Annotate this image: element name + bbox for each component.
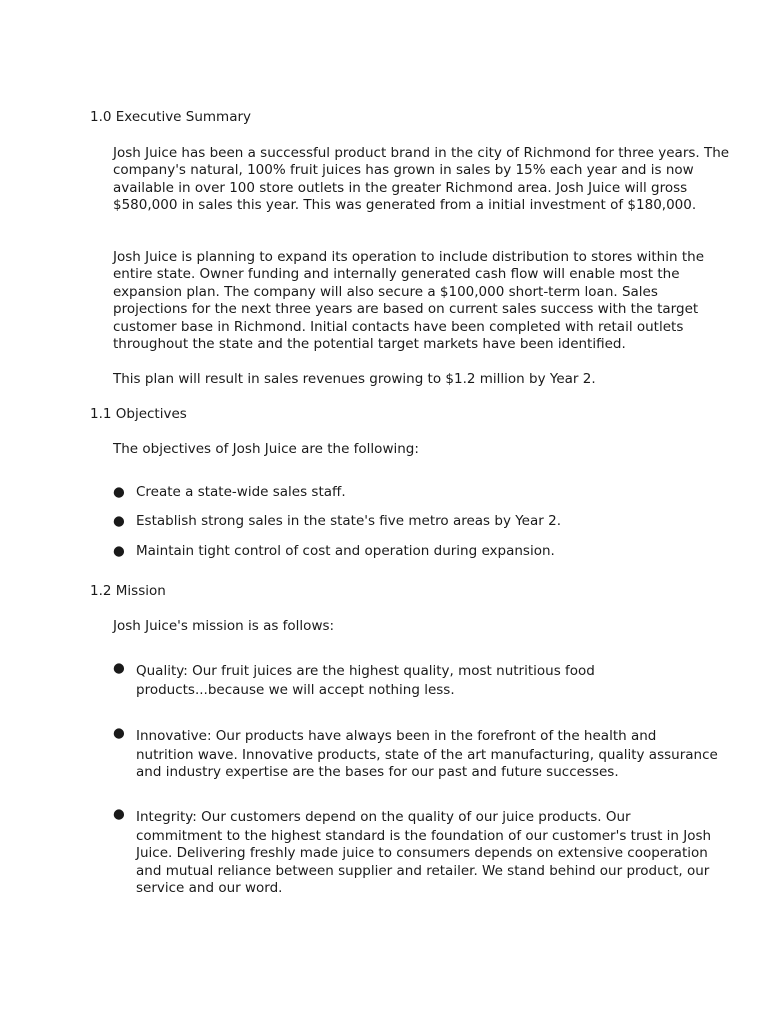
executive-summary-paragraph-2 [113,249,733,353]
bullet-rest: commitment to the highest standard is the foundation of our customer's trust in Josh Juice. Delivering freshly made juice to consumers depends on extensive cooperation and mutual reliance between supplier and retailer. We stand behind our product, our service and our word. [136,828,712,897]
bullet-first-line: Integrity: Our customers depend on the quality of our juice products. Our [136,809,631,825]
bullet-rest: nutrition wave. Innovative products, state of the art manufacturing, quality assurance and industry expertise are the bases for our past and future successes. [136,747,718,781]
bullet-icon: ● [113,513,125,529]
heading-mission: 1.2 Mission [90,583,166,599]
bullet-icon: ● [113,484,125,500]
bullet-first-line: Quality: Our fruit juices are the highest quality, most nutritious food [136,663,595,679]
bullet-text: Maintain tight control of cost and operation during expansion. [136,543,555,559]
bullet-icon: ● [113,725,125,741]
executive-summary-paragraph-3 [113,371,733,388]
bullet-icon: ● [113,543,125,559]
paragraph-text: Josh Juice is planning to expand its operation to include distribution to stores within the entire state. Owner funding and internally generated cash flow will enable most the expansion plan. The company will also secure a $100,000 short-term loan. Sales projections for the next three years are based on current sales success with the target customer base in Richmond. Initial contacts have been completed with retail outlets throughout the state and the potential target markets have been identified. [113,249,704,353]
bullet-first-line: Innovative: Our products have always been in the forefront of the health and [136,728,657,744]
heading-objectives: 1.1 Objectives [90,406,187,422]
bullet-text [136,660,731,699]
mission-intro [113,618,733,635]
paragraph-text: The objectives of Josh Juice are the following: [113,441,419,457]
heading-executive-summary: 1.0 Executive Summary [90,109,252,125]
objectives-intro [113,441,733,458]
bullet-text [136,725,731,782]
bullet-icon: ● [113,806,125,822]
paragraph-text: This plan will result in sales revenues growing to $1.2 million by Year 2. [113,371,596,387]
paragraph-text: Josh Juice's mission is as follows: [113,618,335,634]
executive-summary-paragraph-1 [113,145,733,215]
bullet-text [136,806,731,898]
bullet-icon: ● [113,660,125,676]
bullet-text: Establish strong sales in the state's five metro areas by Year 2. [136,513,561,529]
paragraph-text: Josh Juice has been a successful product brand in the city of Richmond for three years. The company's natural, 100% fruit juices has grown in sales by 15% each year and is now available in over 100 store outlets in the greater Richmond area. Josh Juice will gross $580,000 in sales this year. This was generated from a initial investment of $180,000. [113,145,730,214]
bullet-rest: products...because we will accept nothing less. [136,682,455,698]
bullet-text: Create a state-wide sales staff. [136,484,346,500]
